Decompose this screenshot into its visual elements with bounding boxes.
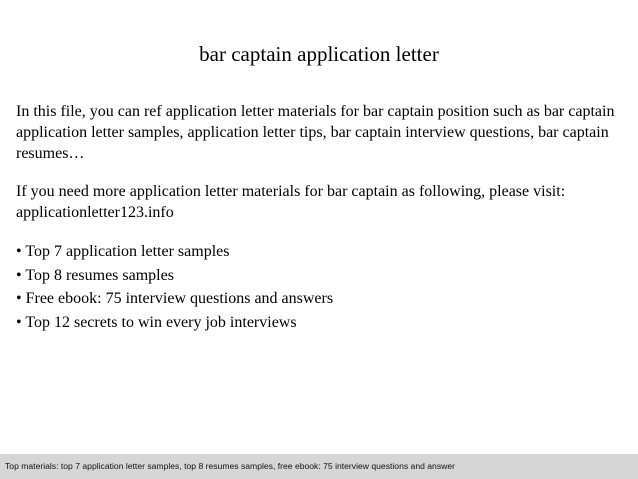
footer-bar: Top materials: top 7 application letter samples, top 8 resumes samples, free ebook: 75 interview questions and answer — [0, 454, 638, 479]
materials-list — [16, 240, 626, 334]
more-info-paragraph: If you need more application letter materials for bar captain as following, please visit: applicationletter123.info — [16, 183, 566, 221]
list-item: • Free ebook: 75 interview questions and answers — [16, 290, 334, 307]
list-item: • Top 8 resumes samples — [16, 266, 174, 284]
intro-paragraph: In this file, you can ref application letter materials for bar captain position such as bar captain application letter samples, application letter tips, bar captain interview questions, bar captain resumes… — [16, 103, 615, 162]
page-title: bar captain application letter — [199, 42, 439, 66]
list-item: • Top 12 secrets to win every job interviews — [16, 313, 297, 331]
list-item: • Top 7 application letter samples — [16, 243, 230, 260]
